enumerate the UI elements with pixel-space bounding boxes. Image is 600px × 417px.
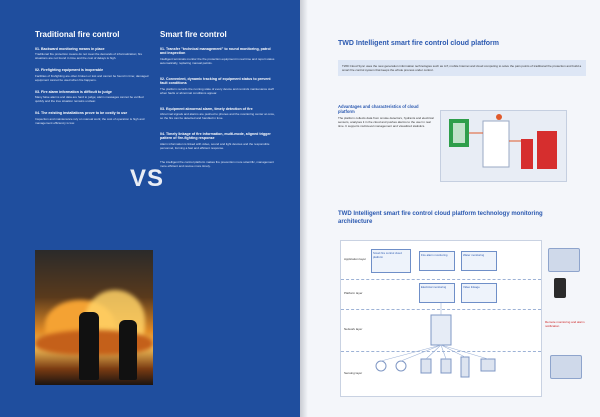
module-box: Video linkage: [461, 283, 497, 303]
closing-text: The intelligent fire control platform makes fire prevention more scientific, management more efficient and rescue more timely.: [160, 159, 274, 168]
architecture-diagram: [340, 240, 542, 397]
traditional-item: [35, 47, 153, 60]
sensor-icon: [421, 359, 431, 373]
item-text: Inspection and maintenance rely on manual work; the cost of operation is high and management efficiency is low.: [35, 116, 145, 125]
item-text: Abnormal signals and alarms are pushed to phones and the monitoring center at once, so the fire can be detected and handled in time.: [160, 112, 275, 121]
extinguisher-icon: [521, 139, 533, 169]
item-title: 04. Timely linkage of fire information, multi-mode, aligned trigger pattern of fire-fighting response: [160, 132, 271, 141]
traditional-heading: Traditional fire control: [35, 30, 120, 39]
monitor-screen-icon: [548, 248, 580, 272]
hydrant-cabinet-icon: [537, 131, 557, 169]
item-title: 02. Convenient, dynamic tracking of equipment status to prevent fault conditions: [160, 76, 271, 86]
traditional-item: [35, 111, 153, 124]
firefighter-photo: [35, 250, 153, 385]
traditional-item: [35, 90, 153, 103]
intro-box: [338, 60, 586, 76]
advantages-body: [338, 116, 438, 129]
item-text: Intelligent terminals monitor the fire protection equipment in real time and report status automatically, replacing manual patrols.: [160, 56, 275, 65]
item-text: Facilities of firefighting are often broken or lost and cannot be found in time; damaged equipment cannot be used when fire happens.: [35, 73, 149, 82]
smoke-detector-icon: [376, 361, 386, 371]
architecture-title: TWD Intelligent smart fire control cloud platform technology monitoring architecture: [338, 211, 543, 225]
module-box: Fire alarm monitoring: [419, 251, 455, 271]
item-text: Alarm information is linked with video, sound and light devices and the responsible personnel, forming a fast and efficient response.: [160, 141, 270, 150]
item-text: The platform records the running state of every device and reminds maintenance staff when faults or abnormal conditions appear.: [160, 86, 274, 95]
vs-label: VS: [130, 165, 165, 192]
layer-label: Platform layer: [344, 291, 363, 295]
intro-text: TWD Cloud Sync uses the new generation information technologies such as IoT, mobile Internet and cloud computing to solve the pain points of traditional fire protection and build a smart fire control system that keeps the whole process under control.: [342, 64, 582, 72]
item-title: 03. Fire alarm information is difficult to judge: [35, 89, 112, 94]
alarm-light-icon: [496, 114, 502, 120]
fire-system-illustration: [440, 110, 567, 182]
smart-column: [160, 30, 278, 169]
smart-item: [160, 47, 278, 65]
advantages-text: The platform collects data from smoke detectors, hydrants and electrical sensors, analyses it in the cloud and pushes alarms to the user in real time. It supports multi-level management and visualized statistics.: [338, 116, 434, 128]
layer-label: Network layer: [344, 327, 363, 331]
smart-item: [160, 77, 278, 95]
fire-system-svg: [441, 111, 566, 181]
smart-heading: Smart fire control: [160, 30, 227, 39]
device-layer-svg: [341, 241, 541, 396]
module-box: Water monitoring: [461, 251, 497, 271]
smoke-detector-icon: [396, 361, 406, 371]
item-title: 01. Backward monitoring means in place: [35, 47, 105, 51]
exit-figure-icon: [453, 123, 465, 143]
control-panel-icon: [483, 121, 509, 167]
item-title: 04. The existing installations prove to be costly to use: [35, 111, 128, 116]
layer-label: Sensing layer: [344, 371, 363, 375]
right-page: [300, 0, 600, 417]
firefighter-silhouette: [119, 320, 137, 380]
smart-item: [160, 132, 278, 150]
item-title: 03. Equipment abnormal alarm, timely detection of fire: [160, 106, 253, 111]
gateway-icon: [431, 315, 451, 345]
item-text: Many false alarms and data are hard to judge; alarm messages cannot be verified quickly and the true situation remains unclear.: [35, 95, 144, 104]
traditional-item: [35, 68, 153, 81]
item-title: 01. Transfer "technical management" to round monitoring, patrol and inspection: [160, 47, 271, 56]
cloud-platform-box: Smart fire control cloud platform: [371, 249, 411, 273]
firefighter-silhouette: [79, 312, 99, 380]
item-title: 02. Firefighting equipment is inoperable: [35, 68, 104, 73]
advantages-title: Advantages and characteristics of cloud platform: [338, 104, 419, 114]
camera-icon: [481, 359, 495, 371]
sensor-icon: [441, 359, 451, 373]
layer-label: Application layer: [344, 257, 367, 261]
platform-title: TWD Intelligent smart fire control cloud platform: [338, 40, 500, 47]
pressure-gauge-icon: [461, 357, 469, 377]
module-box: Electrical monitoring: [419, 283, 455, 303]
smart-item: [160, 107, 278, 120]
side-note: Remote monitoring and alarm notification: [545, 320, 585, 328]
desk-screen-icon: [550, 355, 582, 379]
phone-icon: [554, 278, 566, 298]
traditional-column: [35, 30, 153, 126]
item-text: Traditional fire protection means do not meet the demands of informatization; fire situations are not found in time and the cost of delays is high.: [35, 52, 143, 61]
page-fold-shadow: [300, 0, 308, 417]
